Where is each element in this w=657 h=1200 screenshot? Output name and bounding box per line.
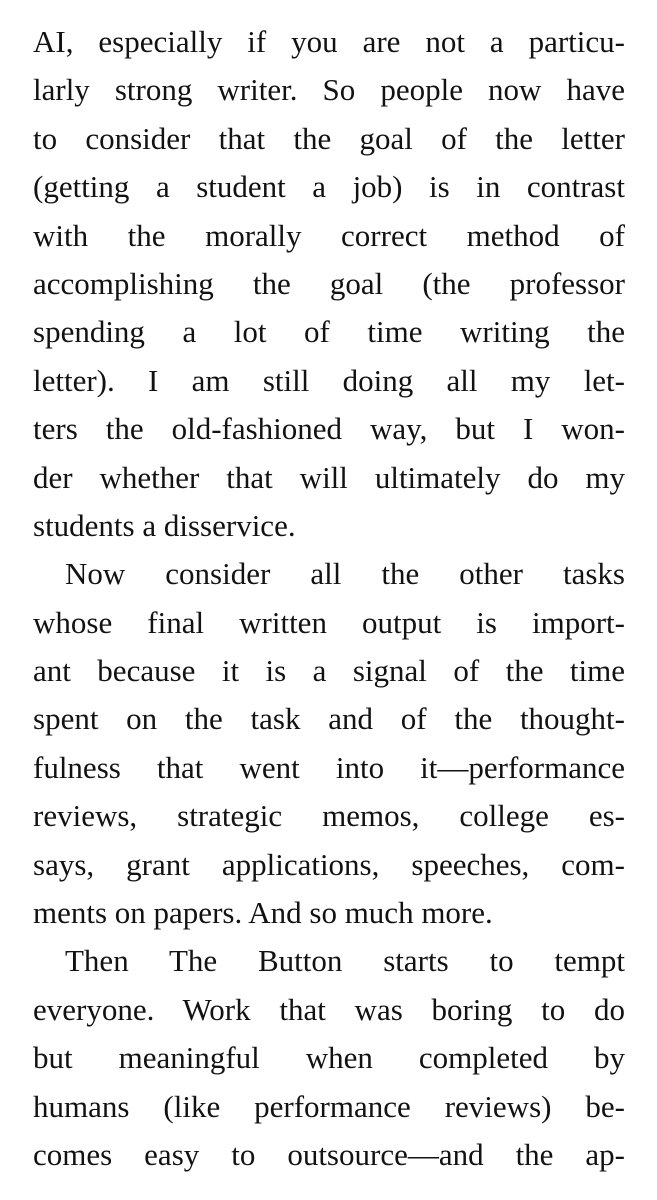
text-line: students a disservice. (33, 507, 296, 543)
text-line: comes easy to outsource—and the ap- (33, 1136, 625, 1172)
text-line: but meaningful when completed by (33, 1040, 625, 1076)
text-line: reviews, strategic memos, college es- (33, 798, 625, 834)
text-line: Then The Button starts to tempt (65, 943, 625, 979)
text-line: whose final written output is import- (33, 604, 625, 640)
text-line: ant because it is a signal of the time (33, 653, 625, 689)
text-line: larly strong writer. So people now have (33, 72, 625, 108)
text-line: AI, especially if you are not a particu- (33, 24, 625, 59)
text-line: (getting a student a job) is in contrast (33, 169, 625, 205)
text-line: with the morally correct method of (33, 217, 625, 253)
text-column (33, 18, 625, 1179)
text-line: to consider that the goal of the letter (33, 120, 625, 156)
text-line: accomplishing the goal (the professor (33, 265, 625, 301)
text-line: der whether that will ultimately do my (33, 459, 625, 495)
text-line: ters the old-fashioned way, but I won- (33, 411, 625, 447)
text-line: fulness that went into it—performance (33, 749, 625, 785)
text-line: spent on the task and of the thought- (33, 701, 625, 737)
text-line: humans (like performance reviews) be- (33, 1088, 625, 1124)
text-line: ments on papers. And so much more. (33, 895, 493, 931)
text-line: everyone. Work that was boring to do (33, 991, 625, 1027)
text-line: letter). I am still doing all my let- (33, 362, 625, 398)
text-line: Now consider all the other tasks (65, 556, 625, 592)
text-line: spending a lot of time writing the (33, 314, 625, 350)
text-line: says, grant applications, speeches, com- (33, 846, 625, 882)
